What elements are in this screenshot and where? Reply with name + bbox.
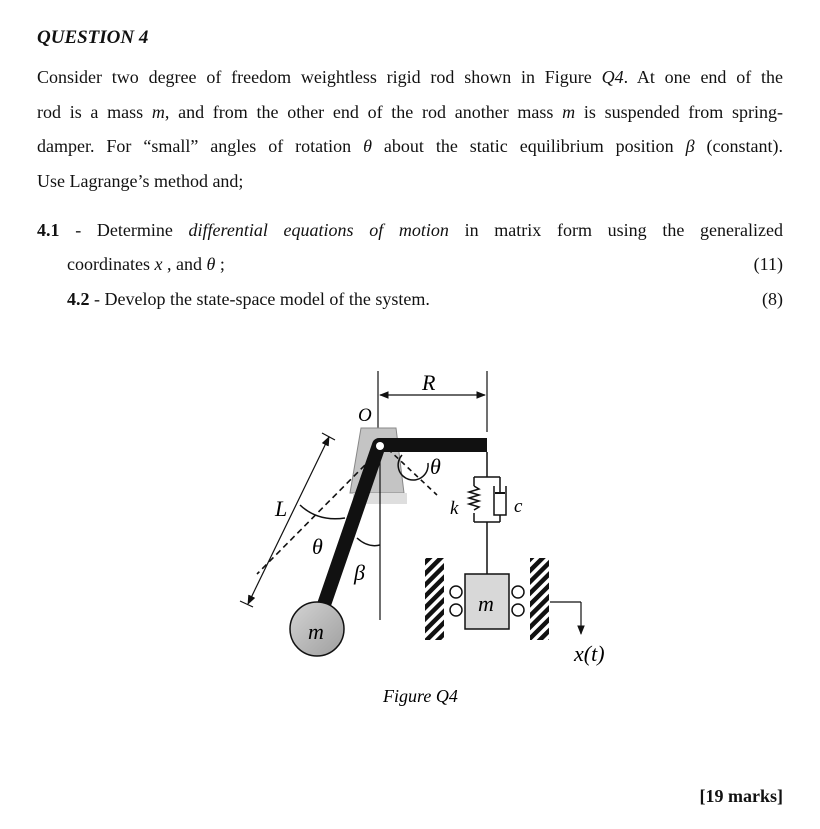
label-theta-top: θ [430,454,441,479]
part-4-2: 4.2 - Develop the state-space model of the system. (8) [67,289,783,309]
label-mass-right: m [478,591,494,616]
theta-left-arc [300,505,345,519]
figure-caption: Figure Q4 [383,686,458,706]
label-c: c [514,496,523,517]
label-mass-left: m [308,619,324,644]
roller-right-bottom [512,604,524,616]
roller-left-top [450,586,462,598]
question-title: QUESTION 4 [37,27,149,48]
intro-line-2: rod is a mass m, and from the other end of the rod another mass m is suspended from spring- [37,101,783,122]
total-marks: [19 marks] [699,786,783,806]
intro-line-1: Consider two degree of freedom weightless rigid rod shown in Figure Q4. At one end of the [37,67,783,87]
label-r: R [422,370,436,395]
intro-line-3: damper. For “small” angles of rotation θ about the static equilibrium position β (constant). [37,136,783,156]
pivot-point [376,442,384,450]
roller-left-bottom [450,604,462,616]
roller-right-top [512,586,524,598]
label-beta: β [354,560,365,585]
intro-line-4: Use Lagrange’s method and; [37,170,244,191]
l-dimension-arrow [248,437,329,604]
part-4-2-marks: (8) [762,289,783,309]
part-4-1: 4.1 - Determine differential equations of motion in matrix form using the generalized [37,220,783,240]
label-x-t: x(t) [574,641,605,666]
beta-arc [357,538,380,546]
label-k: k [450,498,459,519]
angled-rod [317,445,379,625]
right-wall [530,558,549,640]
part-4-1-marks: (11) [753,254,783,274]
left-wall [425,558,444,640]
label-theta-left: θ [312,534,323,559]
label-l: L [275,496,288,521]
label-o: O [358,405,372,426]
theta-top-arc [398,455,428,480]
part-4-1-line2: coordinates x , and θ ; (11) [67,254,783,274]
spring-k [469,486,479,510]
